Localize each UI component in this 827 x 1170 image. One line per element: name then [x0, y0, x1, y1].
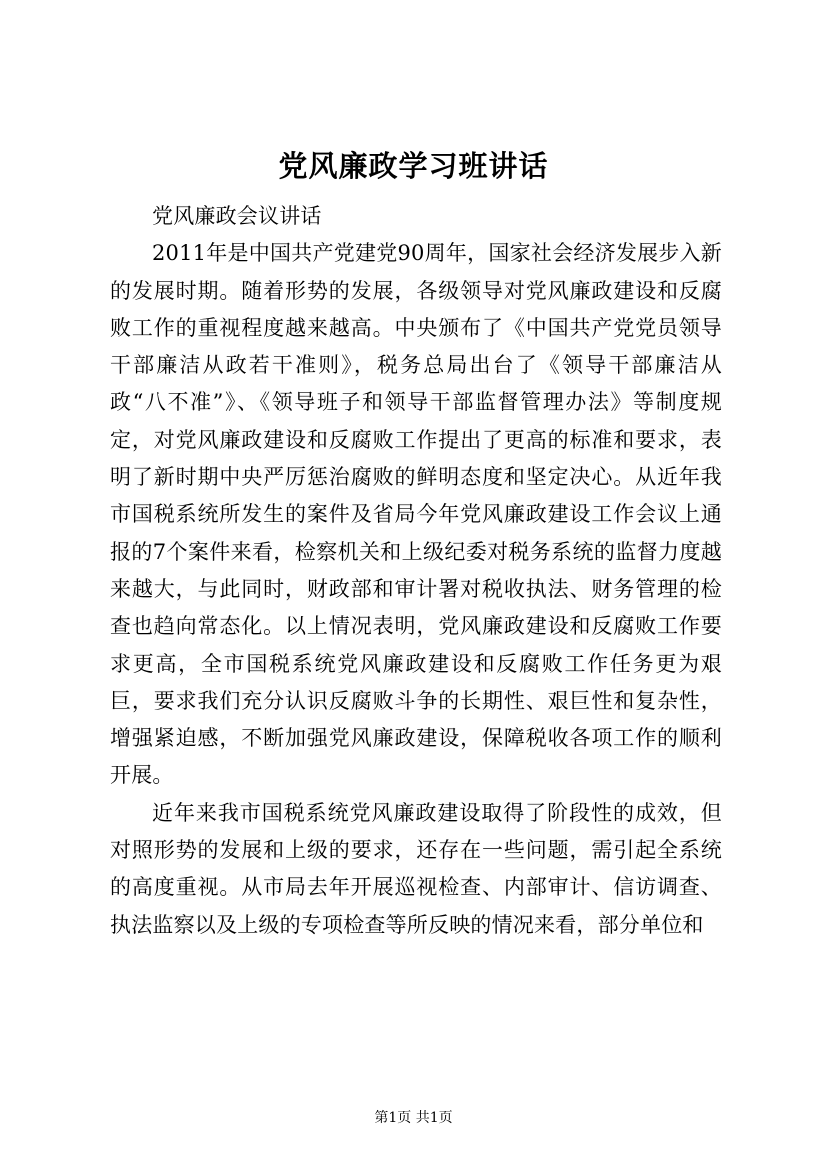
paragraph-1: 2011年是中国共产党建党90周年，国家社会经济发展步入新的发展时期。随着形势的发展，各级领导对党风廉政建设和反腐败工作的重视程度越来越高。中央颁布了《中国共产党党员领导干部廉洁从政若干准则》，税务总局出台了《领导干部廉洁从政“八不准”》、《领导班子和领导干部监督管理办法》等制度规定，对党风廉政建设和反腐败工作提出了更高的标准和要求，表明了新时期中央严厉惩治腐败的鲜明态度和坚定决心。从近年我市国税系统所发生的案件及省局今年党风廉政建设工作会议上通报的7个案件来看，检察机关和上级纪委对税务系统的监督力度越来越大，与此同时，财政部和审计署对税收执法、财务管理的检查也趋向常态化。以上情况表明，党风廉政建设和反腐败工作要求更高，全市国税系统党风廉政建设和反腐败工作任务更为艰巨，要求我们充分认识反腐败斗争的长期性、艰巨性和复杂性，增强紧迫感，不断加强党风廉政建设，保障税收各项工作的顺利开展。: [110, 241, 722, 788]
document-title: 党风廉政学习班讲话: [278, 149, 549, 183]
page-footer: 第1页 共1页: [374, 1110, 453, 1126]
document-subtitle: 党风廉政会议讲话: [152, 204, 322, 228]
document-body: [110, 198, 722, 944]
paragraph-2: 近年来我市国税系统党风廉政建设取得了阶段性的成效，但对照形势的发展和上级的要求，还存在一些问题，需引起全系统的高度重视。从市局去年开展巡视检查、内部审计、信访调查、执法监察以及上级的专项检查等所反映的情况来看，部分单位和: [110, 800, 722, 937]
